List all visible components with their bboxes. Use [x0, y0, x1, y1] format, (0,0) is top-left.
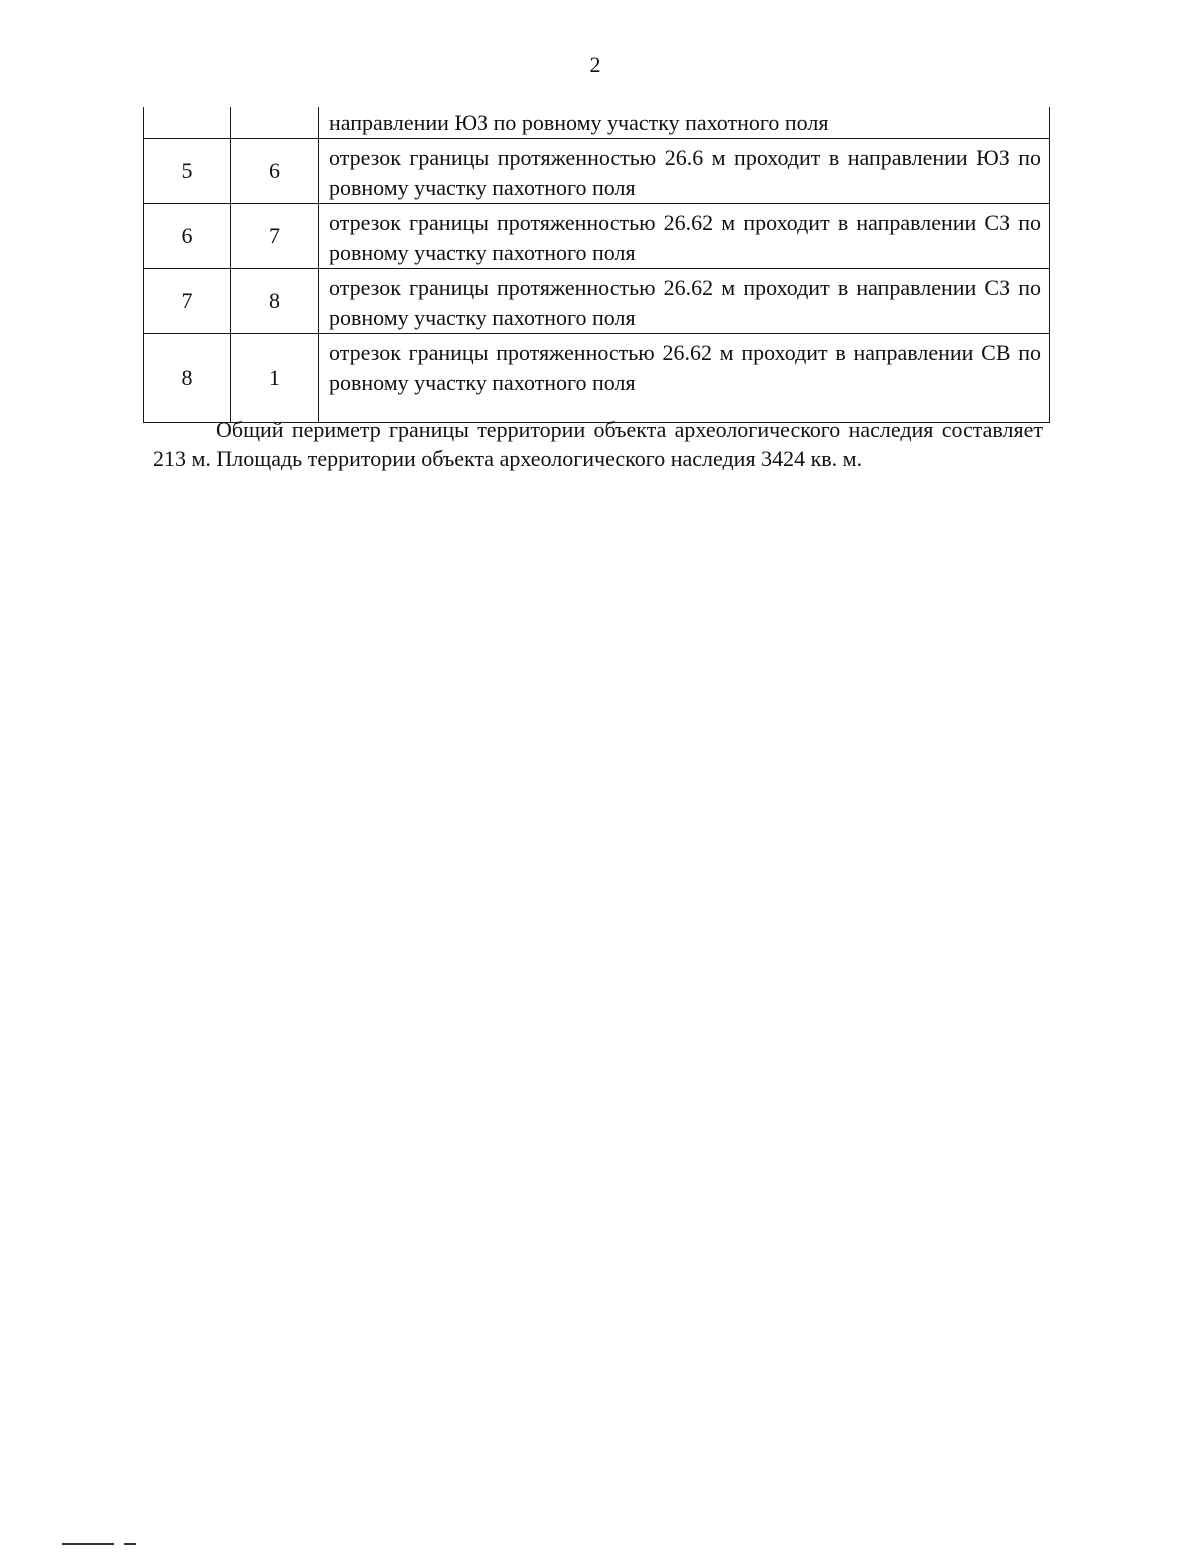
table-row	[144, 268, 1050, 333]
point-from-cell: 8	[144, 333, 231, 422]
segment-description: отрезок границы протяженностью 26.62 м проходит в направлении СЗ по ровному участку пахотного поля	[329, 274, 1041, 330]
point-from-cell: 7	[144, 268, 231, 333]
segment-description: отрезок границы протяженностью 26.6 м проходит в направлении ЮЗ по ровному участку пахотного поля	[329, 144, 1041, 200]
segment-description-cell	[319, 203, 1050, 268]
point-from-cell: 6	[144, 203, 231, 268]
point-to-cell: 7	[231, 203, 319, 268]
segment-description: направлении ЮЗ по ровному участку пахотного поля	[329, 110, 829, 135]
scan-edge-mark	[62, 1543, 140, 1545]
segment-description-cell	[319, 268, 1050, 333]
segment-description-cell	[319, 107, 1050, 138]
summary-paragraph: Общий периметр границы территории объекта археологического наследия составляет 213 м. Площадь территории объекта археологического наследия 3424 кв. м.	[153, 417, 1043, 471]
table-row	[144, 333, 1050, 422]
page-number: 2	[589, 52, 601, 77]
point-to-cell	[231, 107, 319, 138]
table-row-continuation	[144, 107, 1050, 138]
table-row	[144, 138, 1050, 203]
segment-description-cell	[319, 138, 1050, 203]
boundary-points-table	[143, 107, 1050, 423]
segment-description-cell	[319, 333, 1050, 422]
segment-description: отрезок границы протяженностью 26.62 м проходит в направлении СЗ по ровному участку пахотного поля	[329, 209, 1041, 265]
segment-description: отрезок границы протяженностью 26.62 м проходит в направлении СВ по ровному участку пахотного поля	[329, 339, 1041, 395]
point-to-cell: 8	[231, 268, 319, 333]
point-from-cell: 5	[144, 138, 231, 203]
point-from-cell	[144, 107, 231, 138]
point-to-cell: 1	[231, 333, 319, 422]
point-to-cell: 6	[231, 138, 319, 203]
table-row	[144, 203, 1050, 268]
